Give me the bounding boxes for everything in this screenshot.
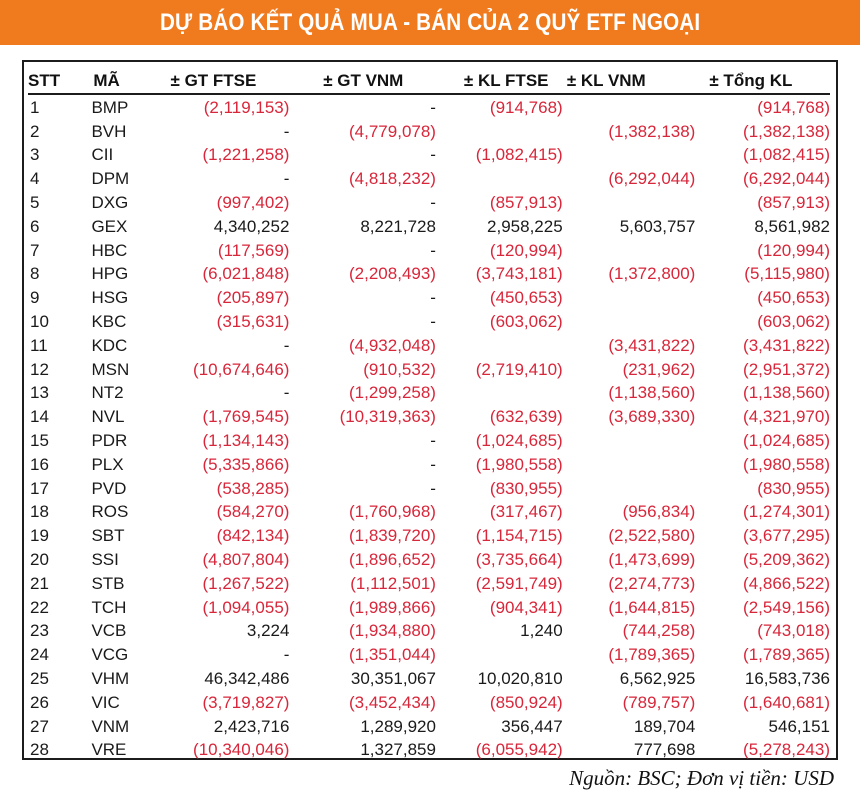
gt-vnm-cell: (1,934,880): [349, 621, 436, 641]
gt-ftse-cell: -: [283, 169, 290, 189]
tong-kl-cell: 8,561,982: [754, 216, 830, 236]
table-row: [28, 239, 830, 263]
gt-vnm-cell: 8,221,728: [360, 216, 436, 236]
kl-vnm-cell: 6,562,925: [619, 669, 696, 689]
stt-cell: 20: [30, 550, 49, 570]
tong-kl-cell: (4,321,970): [743, 407, 830, 427]
ma-cell: HSG: [91, 288, 129, 308]
ma-cell: BVH: [91, 121, 127, 141]
tong-kl-cell: (1,382,138): [743, 121, 830, 141]
kl-ftse-cell: (120,994): [489, 240, 563, 260]
gt-ftse-cell: (1,094,055): [202, 597, 290, 617]
gt-vnm-cell: (4,779,078): [349, 121, 436, 141]
gt-ftse-cell: (584,270): [216, 502, 290, 522]
ma-cell: PVD: [91, 478, 127, 498]
ma-cell: PLX: [91, 454, 124, 474]
gt-vnm-cell: 1,327,859: [360, 740, 436, 760]
title-banner: [0, 0, 860, 45]
gt-ftse-cell: (842,134): [216, 526, 290, 546]
ma-cell: CII: [91, 145, 114, 165]
gt-vnm-cell: -: [430, 312, 436, 332]
kl-ftse-cell: (857,913): [489, 193, 563, 213]
stt-cell: 4: [30, 169, 40, 189]
table-row: [28, 405, 830, 429]
stt-cell: 28: [30, 740, 49, 760]
table-row: [28, 572, 830, 596]
tong-kl-cell: (5,278,243): [743, 740, 830, 760]
kl-vnm-cell: (3,431,822): [608, 335, 696, 355]
gt-ftse-cell: -: [283, 335, 290, 355]
gt-vnm-cell: (1,896,652): [349, 550, 436, 570]
stt-cell: 12: [30, 359, 49, 379]
tong-kl-cell: (1,138,560): [743, 383, 830, 403]
tong-kl-cell: (914,768): [757, 97, 830, 117]
ma-cell: NT2: [91, 383, 124, 403]
kl-ftse-cell: (904,341): [489, 597, 563, 617]
kl-vnm-cell: (744,258): [622, 621, 696, 641]
header-tong-kl: ± Tổng KL: [709, 71, 793, 90]
ma-cell: SSI: [91, 550, 119, 570]
tong-kl-cell: (603,062): [757, 312, 830, 332]
tong-kl-cell: (830,955): [757, 478, 830, 498]
gt-vnm-cell: -: [430, 431, 436, 451]
table-row: [28, 96, 830, 120]
ma-cell: VNM: [91, 716, 130, 736]
tong-kl-cell: (1,980,558): [743, 454, 830, 474]
table-row: [28, 620, 830, 644]
gt-ftse-cell: (3,719,827): [202, 692, 290, 712]
ma-cell: NVL: [91, 407, 125, 427]
kl-ftse-cell: 1,240: [520, 621, 563, 641]
kl-vnm-cell: (6,292,044): [608, 169, 696, 189]
gt-vnm-cell: -: [430, 145, 436, 165]
stt-cell: 23: [30, 621, 49, 641]
gt-ftse-cell: (5,335,866): [202, 454, 290, 474]
tong-kl-cell: (5,115,980): [744, 264, 830, 284]
ma-cell: SBT: [91, 526, 125, 546]
kl-ftse-cell: (1,980,558): [475, 454, 563, 474]
tong-kl-cell: (3,431,822): [743, 335, 830, 355]
tong-kl-cell: (1,274,301): [743, 502, 830, 522]
stt-cell: 8: [30, 264, 40, 284]
tong-kl-cell: (5,209,362): [743, 550, 830, 570]
tong-kl-cell: (6,292,044): [743, 169, 830, 189]
gt-ftse-cell: (1,134,143): [202, 431, 290, 451]
ma-cell: VRE: [91, 740, 127, 760]
stt-cell: 10: [30, 312, 49, 332]
gt-ftse-cell: -: [283, 121, 290, 141]
tong-kl-cell: (1,082,415): [743, 145, 830, 165]
kl-vnm-cell: (789,757): [622, 692, 696, 712]
gt-ftse-cell: -: [283, 645, 290, 665]
ma-cell: STB: [91, 573, 125, 593]
kl-ftse-cell: (6,055,942): [475, 740, 563, 760]
ma-cell: BMP: [91, 97, 129, 117]
gt-ftse-cell: (315,631): [216, 312, 290, 332]
gt-ftse-cell: (1,267,522): [202, 573, 290, 593]
kl-ftse-cell: (850,924): [489, 692, 563, 712]
header-ma: MÃ: [93, 71, 120, 90]
gt-vnm-cell: (3,452,434): [349, 692, 436, 712]
table-row: [28, 310, 830, 334]
ma-cell: VHM: [91, 669, 130, 689]
table-row: [28, 144, 830, 168]
gt-vnm-cell: (1,112,501): [350, 573, 436, 593]
ma-cell: HBC: [91, 240, 128, 260]
stt-cell: 1: [30, 97, 40, 117]
gt-ftse-cell: (10,340,046): [193, 740, 290, 760]
gt-ftse-cell: 3,224: [246, 621, 290, 641]
table-row: [28, 501, 830, 525]
stt-cell: 14: [30, 407, 49, 427]
stt-cell: 21: [30, 573, 49, 593]
gt-vnm-cell: -: [430, 454, 436, 474]
stt-cell: 16: [30, 454, 49, 474]
table-row: [28, 191, 830, 215]
stt-cell: 17: [30, 478, 49, 498]
ma-cell: MSN: [91, 359, 130, 379]
kl-vnm-cell: (1,372,800): [608, 264, 696, 284]
table-row: [28, 643, 830, 667]
kl-vnm-cell: 5,603,757: [619, 216, 696, 236]
gt-vnm-cell: (4,932,048): [349, 335, 436, 355]
gt-vnm-cell: 30,351,067: [350, 669, 436, 689]
gt-ftse-cell: 46,342,486: [204, 669, 290, 689]
kl-ftse-cell: (317,467): [489, 502, 563, 522]
kl-ftse-cell: (3,743,181): [475, 264, 563, 284]
stt-cell: 19: [30, 526, 49, 546]
kl-ftse-cell: (603,062): [489, 312, 563, 332]
tong-kl-cell: (2,951,372): [743, 359, 830, 379]
kl-vnm-cell: (3,689,330): [608, 407, 696, 427]
kl-ftse-cell: (3,735,664): [475, 550, 563, 570]
table-row: [28, 382, 830, 406]
kl-ftse-cell: (830,955): [489, 478, 563, 498]
gt-vnm-cell: 1,289,920: [360, 716, 436, 736]
table-body: [28, 95, 830, 762]
kl-ftse-cell: (2,591,749): [475, 573, 563, 593]
gt-vnm-cell: (1,989,866): [349, 597, 436, 617]
ma-cell: DPM: [91, 169, 130, 189]
tong-kl-cell: (743,018): [757, 621, 830, 641]
kl-ftse-cell: (914,768): [489, 97, 563, 117]
ma-cell: GEX: [91, 216, 128, 236]
stt-cell: 13: [30, 383, 49, 403]
gt-vnm-cell: (1,351,044): [349, 645, 436, 665]
gt-ftse-cell: (205,897): [216, 288, 290, 308]
gt-ftse-cell: 4,340,252: [213, 216, 290, 236]
kl-ftse-cell: (1,024,685): [475, 431, 563, 451]
kl-ftse-cell: (450,653): [489, 288, 563, 308]
gt-ftse-cell: (1,221,258): [202, 145, 290, 165]
table-row: [28, 334, 830, 358]
table-row: [28, 120, 830, 144]
kl-vnm-cell: (1,644,815): [608, 597, 696, 617]
table-row: [28, 596, 830, 620]
table-row: [28, 429, 830, 453]
page-title: DỰ BÁO KẾT QUẢ MUA - BÁN CỦA 2 QUỸ ETF NGOẠI: [159, 8, 701, 36]
kl-ftse-cell: (1,154,715): [475, 526, 563, 546]
stt-cell: 11: [30, 335, 48, 355]
tong-kl-cell: (450,653): [757, 288, 830, 308]
table-row: [28, 548, 830, 572]
table-header: [28, 66, 830, 95]
kl-vnm-cell: (956,834): [622, 502, 696, 522]
ma-cell: ROS: [91, 502, 129, 522]
table-row: [28, 167, 830, 191]
etf-forecast-table: [22, 60, 838, 760]
kl-ftse-cell: 10,020,810: [477, 669, 563, 689]
gt-vnm-cell: (1,299,258): [349, 383, 436, 403]
kl-vnm-cell: (1,473,699): [608, 550, 696, 570]
gt-ftse-cell: (10,674,646): [193, 359, 290, 379]
tong-kl-cell: (4,866,522): [743, 573, 830, 593]
ma-cell: VCG: [91, 645, 129, 665]
kl-ftse-cell: (632,639): [489, 407, 563, 427]
tong-kl-cell: (2,549,156): [743, 597, 830, 617]
kl-vnm-cell: (1,382,138): [608, 121, 696, 141]
gt-vnm-cell: (1,760,968): [349, 502, 436, 522]
gt-ftse-cell: (6,021,848): [202, 264, 290, 284]
gt-vnm-cell: -: [430, 193, 436, 213]
gt-vnm-cell: (2,208,493): [349, 264, 436, 284]
stt-cell: 15: [30, 431, 49, 451]
tong-kl-cell: 546,151: [768, 716, 830, 736]
gt-ftse-cell: (538,285): [216, 478, 290, 498]
gt-ftse-cell: (4,807,804): [202, 550, 290, 570]
table-row: [28, 691, 830, 715]
tong-kl-cell: (3,677,295): [743, 526, 830, 546]
tong-kl-cell: (1,789,365): [743, 645, 830, 665]
tong-kl-cell: (1,640,681): [743, 692, 830, 712]
header-gt-vnm: ± GT VNM: [323, 71, 404, 90]
gt-vnm-cell: (10,319,363): [339, 407, 436, 427]
gt-ftse-cell: (2,119,153): [203, 97, 290, 117]
kl-vnm-cell: (1,789,365): [608, 645, 696, 665]
table-row: [28, 715, 830, 739]
kl-vnm-cell: (1,138,560): [608, 383, 696, 403]
gt-vnm-cell: (1,839,720): [349, 526, 436, 546]
tong-kl-cell: (1,024,685): [743, 431, 830, 451]
gt-ftse-cell: (997,402): [216, 193, 290, 213]
header-stt: STT: [28, 71, 61, 90]
table-row: [28, 739, 830, 763]
table-row: [28, 358, 830, 382]
stt-cell: 25: [30, 669, 49, 689]
table-row: [28, 286, 830, 310]
gt-ftse-cell: (117,569): [217, 240, 290, 260]
tong-kl-cell: 16,583,736: [744, 669, 830, 689]
table-row: [28, 215, 830, 239]
gt-vnm-cell: -: [430, 240, 436, 260]
kl-vnm-cell: (2,522,580): [608, 526, 696, 546]
kl-vnm-cell: (2,274,773): [608, 573, 696, 593]
ma-cell: VCB: [91, 621, 127, 641]
kl-ftse-cell: (2,719,410): [475, 359, 563, 379]
ma-cell: VIC: [91, 692, 120, 712]
ma-cell: KDC: [91, 335, 128, 355]
gt-ftse-cell: (1,769,545): [202, 407, 290, 427]
kl-vnm-cell: 777,698: [633, 740, 696, 760]
gt-ftse-cell: 2,423,716: [213, 716, 290, 736]
ma-cell: TCH: [91, 597, 127, 617]
stt-cell: 3: [30, 145, 40, 165]
gt-vnm-cell: -: [430, 478, 436, 498]
stt-cell: 22: [30, 597, 49, 617]
gt-vnm-cell: (910,532): [363, 359, 436, 379]
stt-cell: 5: [30, 193, 40, 213]
ma-cell: KBC: [91, 312, 127, 332]
table-row: [28, 263, 830, 287]
table-row: [28, 477, 830, 501]
header-gt-ftse: ± GT FTSE: [170, 71, 257, 90]
stt-cell: 6: [30, 216, 40, 236]
stt-cell: 7: [30, 240, 40, 260]
stt-cell: 24: [30, 645, 49, 665]
stt-cell: 2: [30, 121, 40, 141]
stt-cell: 27: [30, 716, 49, 736]
header-kl-vnm: ± KL VNM: [566, 71, 646, 90]
kl-vnm-cell: (231,962): [622, 359, 696, 379]
kl-ftse-cell: 356,447: [501, 716, 563, 736]
gt-vnm-cell: -: [430, 97, 436, 117]
gt-ftse-cell: -: [283, 383, 290, 403]
stt-cell: 26: [30, 692, 49, 712]
table-row: [28, 667, 830, 691]
stt-cell: 9: [30, 288, 40, 308]
kl-ftse-cell: (1,082,415): [475, 145, 563, 165]
kl-ftse-cell: 2,958,225: [487, 216, 563, 236]
table-row: [28, 524, 830, 548]
kl-vnm-cell: 189,704: [633, 716, 696, 736]
ma-cell: HPG: [91, 264, 129, 284]
ma-cell: PDR: [91, 431, 128, 451]
header-kl-ftse: ± KL FTSE: [463, 71, 549, 90]
tong-kl-cell: (120,994): [757, 240, 830, 260]
table-row: [28, 453, 830, 477]
source-note: Nguồn: BSC; Đơn vị tiền: USD: [569, 766, 834, 790]
tong-kl-cell: (857,913): [757, 193, 830, 213]
ma-cell: DXG: [91, 193, 129, 213]
stt-cell: 18: [30, 502, 49, 522]
gt-vnm-cell: -: [430, 288, 436, 308]
gt-vnm-cell: (4,818,232): [349, 169, 436, 189]
